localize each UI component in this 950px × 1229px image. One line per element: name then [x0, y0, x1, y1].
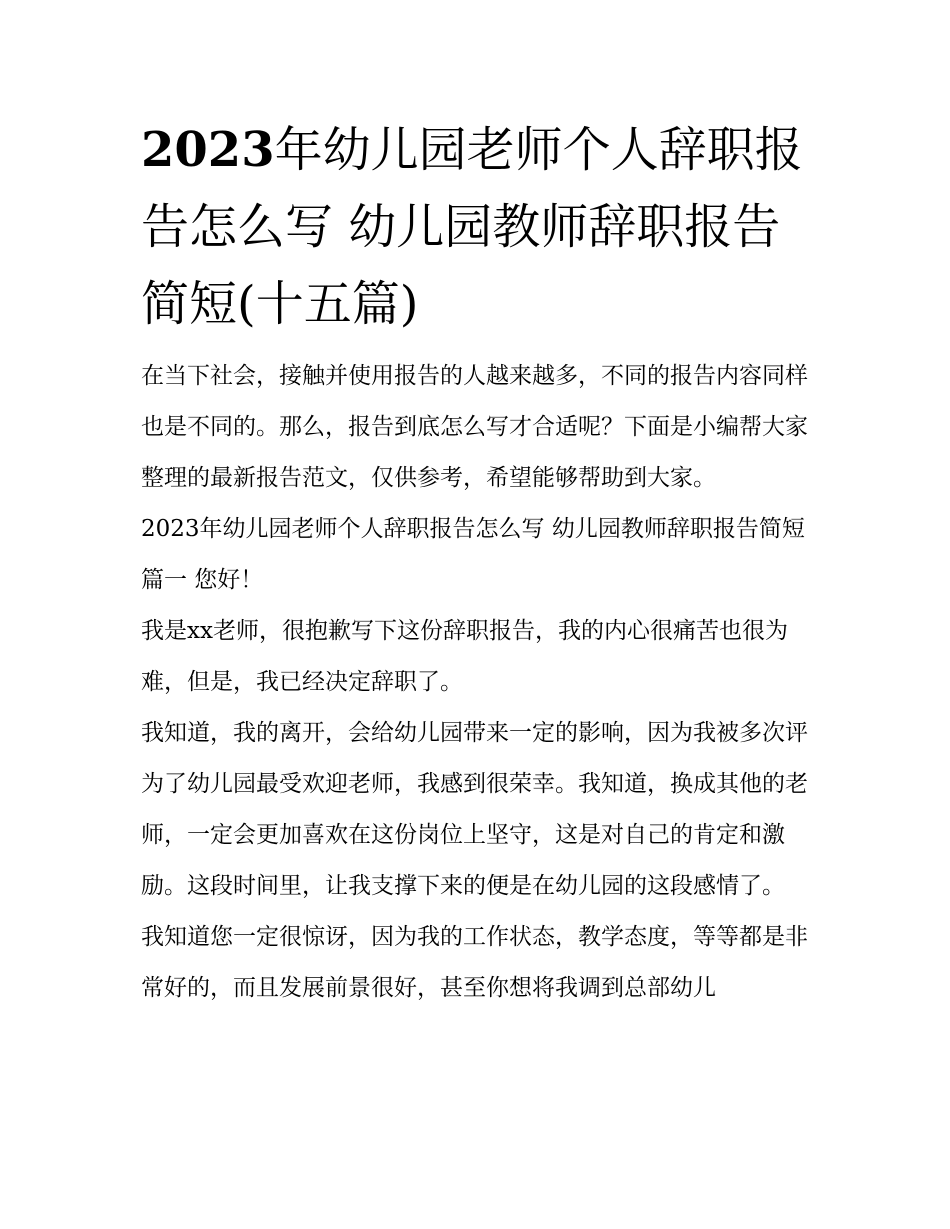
section-heading-paragraph: 2023年幼儿园老师个人辞职报告怎么写 幼儿园教师辞职报告简短篇一 您好！ — [141, 516, 805, 593]
document-title — [141, 112, 821, 343]
document-page — [141, 112, 821, 1014]
body-paragraph: 我知道，我的离开，会给幼儿园带来一定的影响，因为我被多次评为了幼儿园最受欢迎老师，我感到很荣幸。我知道，换成其他的老师，一定会更加喜欢在这份岗位上坚守，这是对自己的肯定和激励。这段时间里，让我支撑下来的便是在幼儿园的这段感情了。 — [141, 720, 808, 899]
title-text: 年幼儿园老师个人辞职报告怎么写 幼儿园教师辞职报告简短(十五篇) — [141, 122, 803, 332]
body-paragraph: 我知道您一定很惊讶，因为我的工作状态，教学态度，等等都是非常好的，而且发展前景很好，甚至你想将我调到总部幼儿 — [141, 924, 808, 1001]
title-year: 2023 — [141, 122, 275, 178]
body-paragraph: 我是xx老师，很抱歉写下这份辞职报告，我的内心很痛苦也很为难，但是，我已经决定辞职了。 — [141, 618, 788, 695]
intro-paragraph: 在当下社会，接触并使用报告的人越来越多，不同的报告内容同样也是不同的。那么，报告到底怎么写才合适呢？下面是小编帮大家整理的最新报告范文，仅供参考，希望能够帮助到大家。 — [141, 363, 808, 491]
